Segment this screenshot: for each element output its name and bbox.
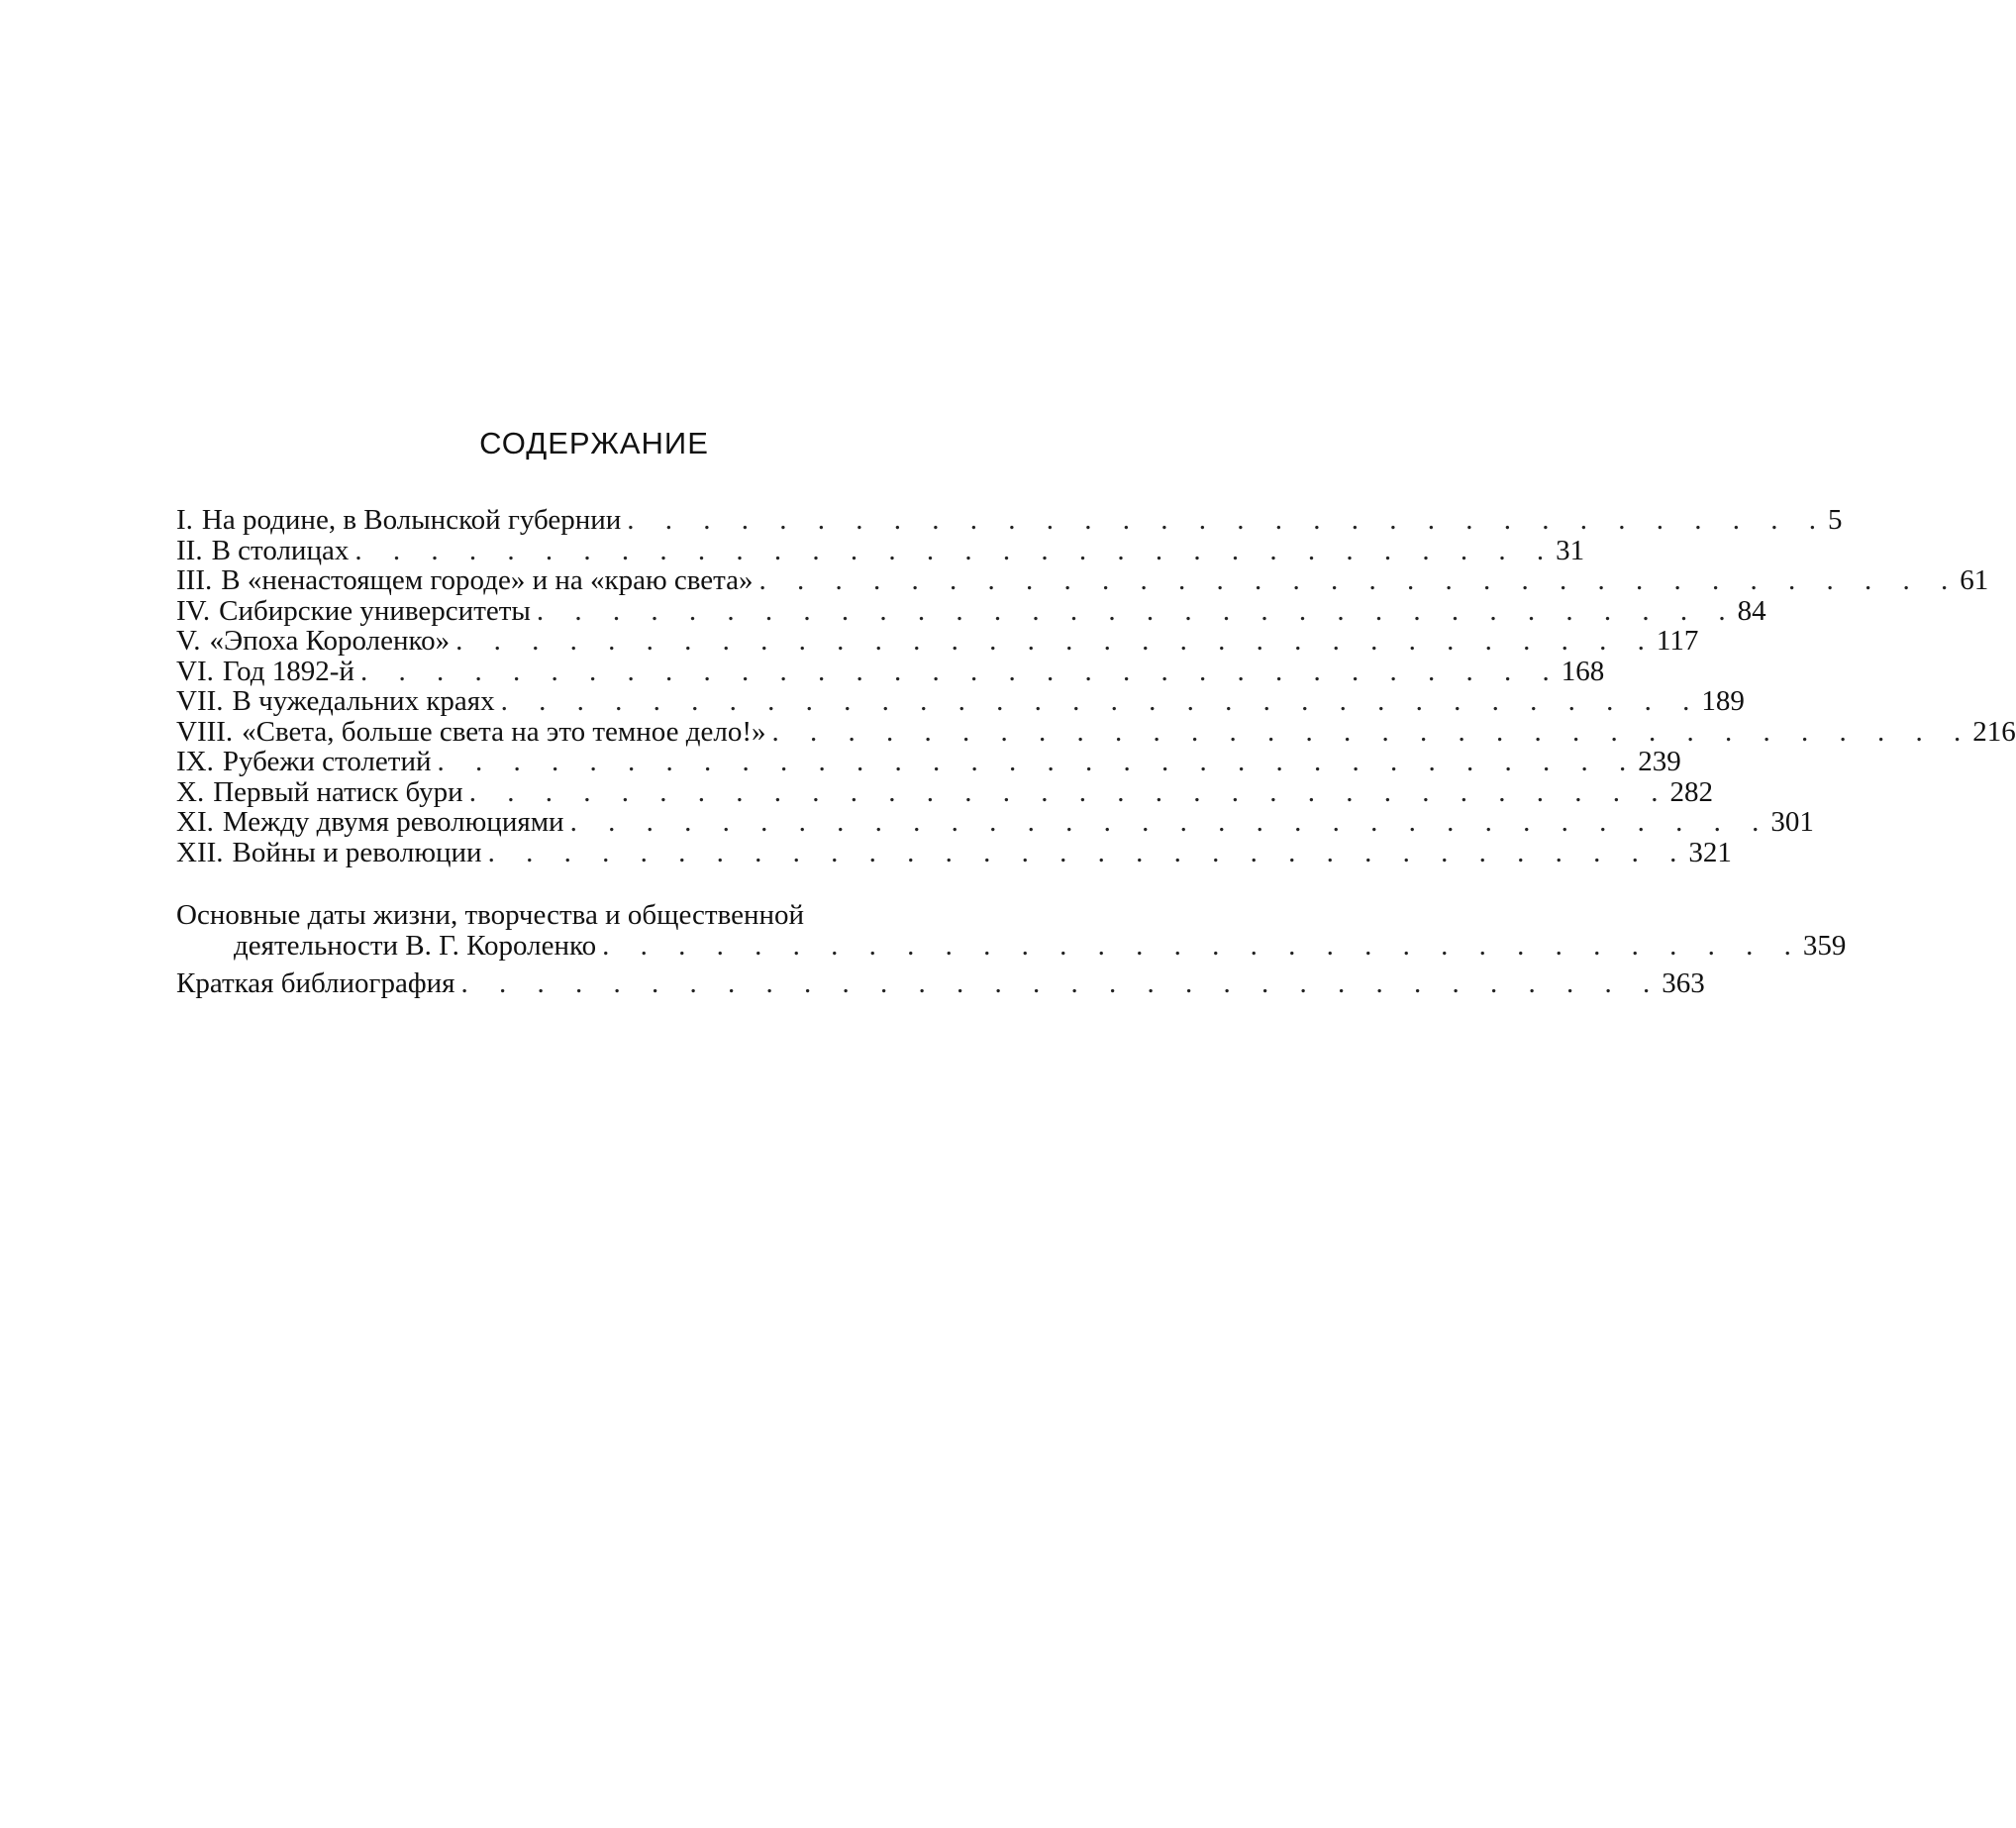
- chapter-number: II.: [176, 534, 203, 566]
- toc-entry: [176, 929, 1847, 962]
- chapter-number: VII.: [176, 685, 224, 717]
- page-number: 301: [1770, 806, 1814, 838]
- toc-entry: [176, 715, 2016, 748]
- toc-entry: [176, 564, 1989, 596]
- table-of-contents: [176, 504, 2016, 999]
- page-number: 216: [1972, 715, 2016, 748]
- toc-entry: [176, 594, 1766, 627]
- leader-dots: . . . . . . . . . . . . . . . . . . . . . . . . . . . . . . . .: [460, 967, 1663, 999]
- leader-dots: . . . . . . . . . . . . . . . . . . . . . . . . . . . . . . . .: [354, 534, 1557, 566]
- page-number: 168: [1561, 655, 1605, 687]
- toc-entry: [176, 655, 1605, 687]
- toc-appendix-dates-line1: Основные даты жизни, творчества и общественной: [176, 899, 805, 931]
- chapter-title: Между двумя революциями: [222, 806, 564, 838]
- chapter-title: В чужедальних краях: [232, 685, 495, 717]
- toc-entry: [176, 746, 1681, 777]
- leader-dots: . . . . . . . . . . . . . . . . . . . . . . . . . . . . . . . .: [359, 655, 1562, 687]
- section-gap: [176, 867, 1010, 900]
- leader-dots: . . . . . . . . . . . . . . . . . . . . . . . . . . . . . . . .: [758, 564, 1961, 596]
- chapter-number: XII.: [176, 836, 224, 868]
- page-number: 321: [1688, 836, 1732, 868]
- page-number: 363: [1662, 967, 1705, 999]
- leader-dots: . . . . . . . . . . . . . . . . . . . . . . . . . . . . . . . .: [468, 775, 1670, 808]
- chapter-title: В столицах: [211, 534, 350, 566]
- toc-entry: [176, 504, 1843, 536]
- chapter-title: На родине, в Волынской губернии: [201, 504, 622, 536]
- leader-dots: . . . . . . . . . . . . . . . . . . . . . . . . . . . . . . . .: [487, 836, 1689, 868]
- leader-dots: . . . . . . . . . . . . . . . . . . . . . . . . . . . . . . . .: [602, 929, 1803, 962]
- appendix-bibliography-title: Краткая библиография: [176, 967, 455, 999]
- page-number: 189: [1701, 685, 1745, 717]
- chapter-title: Рубежи столетий: [222, 746, 432, 777]
- chapter-number: VI.: [176, 655, 214, 687]
- leader-dots: . . . . . . . . . . . . . . . . . . . . . . . . . . . . . . . .: [569, 806, 1771, 838]
- chapter-number: XI.: [176, 806, 214, 838]
- leader-dots: . . . . . . . . . . . . . . . . . . . . . . . . . . . . . . . .: [500, 685, 1702, 717]
- leader-dots: . . . . . . . . . . . . . . . . . . . . . . . . . . . . . . . .: [536, 594, 1738, 627]
- chapter-number: X.: [176, 775, 205, 808]
- chapter-number: IX.: [176, 746, 214, 777]
- chapter-title: «Эпоха Короленко»: [209, 625, 451, 657]
- leader-dots: . . . . . . . . . . . . . . . . . . . . . . . . . . . . . . . .: [437, 746, 1639, 777]
- chapter-number: VIII.: [176, 715, 234, 748]
- leader-dots: . . . . . . . . . . . . . . . . . . . . . . . . . . . . . . . .: [771, 715, 1973, 748]
- toc-entry: [176, 775, 1713, 808]
- leader-dots: . . . . . . . . . . . . . . . . . . . . . . . . . . . . . . . .: [627, 504, 1829, 536]
- chapter-title: «Света, больше света на это темное дело!»: [242, 715, 766, 748]
- chapter-title: Первый натиск бури: [213, 775, 463, 808]
- chapter-number: I.: [176, 504, 193, 536]
- page-number: 117: [1656, 625, 1699, 657]
- chapter-title: Войны и революции: [232, 836, 482, 868]
- toc-entry: [176, 685, 1745, 717]
- chapter-title: Сибирские университеты: [219, 594, 531, 627]
- toc-entry: [176, 806, 1814, 838]
- page-number: 61: [1960, 564, 1989, 596]
- chapter-number: V.: [176, 625, 201, 657]
- chapter-title: Год 1892-й: [222, 655, 354, 687]
- toc-entry: [176, 967, 1705, 999]
- page-number: 84: [1737, 594, 1766, 627]
- page-title: СОДЕРЖАНИЕ: [479, 426, 709, 460]
- page-number: 282: [1669, 775, 1713, 808]
- appendix-dates-title: деятельности В. Г. Короленко: [234, 929, 597, 962]
- page-number: 5: [1828, 504, 1843, 536]
- page-number: 359: [1802, 929, 1847, 962]
- toc-entry: [176, 534, 1585, 566]
- toc-entry: [176, 625, 1699, 657]
- chapter-number: IV.: [176, 594, 211, 627]
- page-number: 239: [1638, 746, 1681, 777]
- chapter-number: III.: [176, 564, 213, 596]
- toc-entry: [176, 836, 1732, 868]
- leader-dots: . . . . . . . . . . . . . . . . . . . . . . . . . . . . . . . .: [455, 625, 1657, 657]
- chapter-title: В «ненастоящем городе» и на «краю света»: [221, 564, 754, 596]
- page-number: 31: [1556, 534, 1585, 566]
